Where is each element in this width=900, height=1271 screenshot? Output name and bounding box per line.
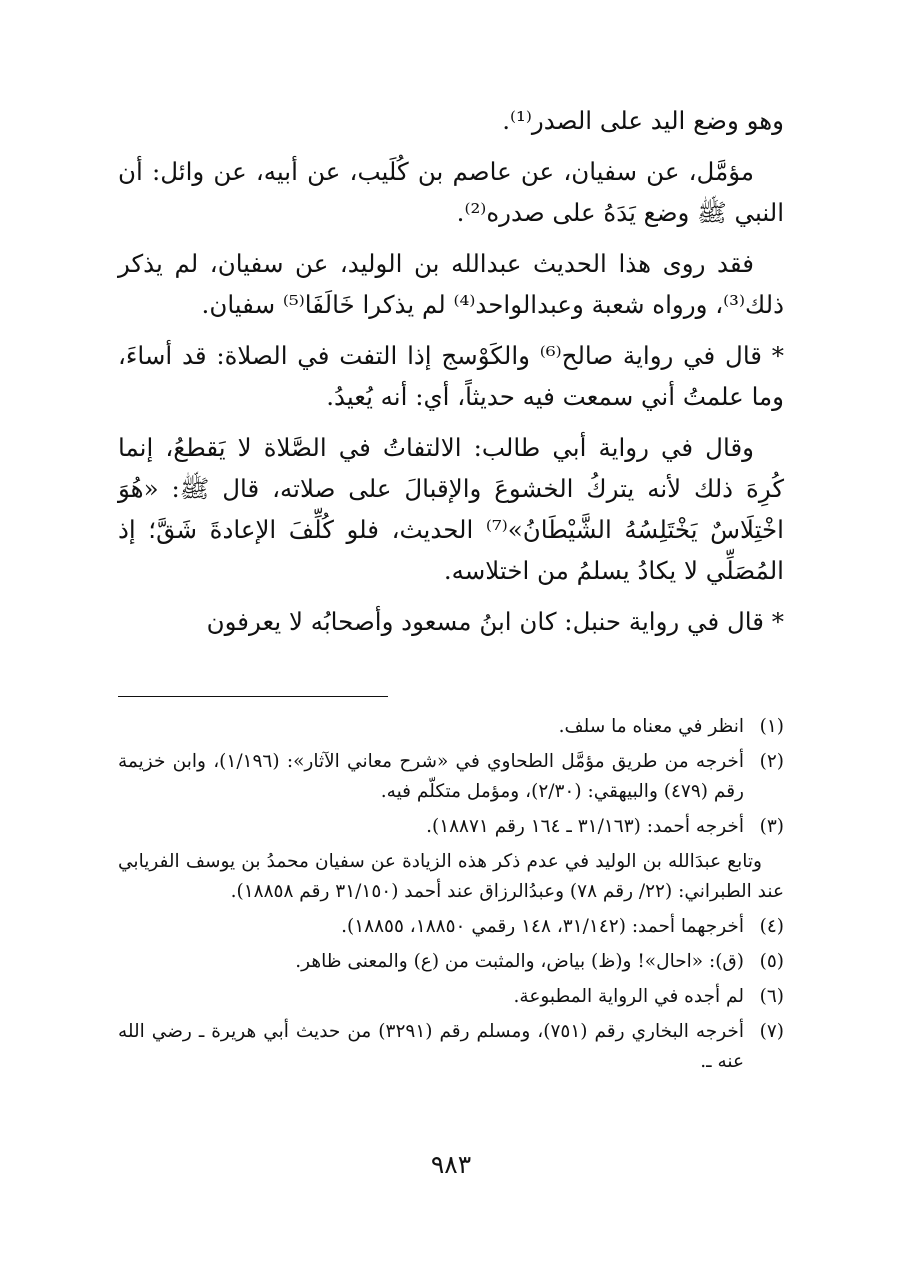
footnote-text: أخرجه البخاري رقم (٧٥١)، ومسلم رقم (٣٢٩١) من حديث أبي هريرة ـ رضي الله عنه ـ. [118, 1021, 744, 1072]
footnote-text: أخرجه أحمد: (٣١/١٦٣ ـ ١٦٤ رقم ١٨٨٧١). [426, 816, 744, 837]
footnote-number: (١) [759, 716, 784, 737]
footnote-text: أخرجه من طريق مؤمَّل الطحاوي في «شرح معاني الآثار»: (١/١٩٦)، وابن خزيمة رقم (٤٧٩) والبيهقي: (٢/٣٠)، ومؤمل متكلّم فيه. [118, 751, 744, 802]
footnote-text: لم أجده في الرواية المطبوعة. [513, 986, 744, 1007]
footnote-number: (٣) [759, 816, 784, 837]
paragraph: وهو وضع اليد على الصدر⁽¹⁾. [502, 106, 784, 135]
main-text [118, 100, 784, 642]
footnote [118, 1017, 784, 1077]
footnote [118, 747, 784, 807]
footnote-number: (٤) [759, 916, 784, 937]
book-page [118, 100, 784, 1200]
paragraph: مؤمَّل، عن سفيان، عن عاصم بن كُلَيب، عن أبيه، عن وائل: أن النبي ﷺ وضع يَدَهُ على صدره⁽²⁾. [118, 157, 784, 227]
footnote-text: (ق): «احال»! و(ظ) بياض، والمثبت من (ع) والمعنى ظاهر. [295, 951, 744, 972]
page-number: ٩٨٣ [430, 1150, 472, 1179]
paragraph: وقال في رواية أبي طالب: الالتفاتُ في الصَّلاة لا يَقطعُ، إنما كُرِهَ ذلك لأنه يتركُ الخشوعَ والإقبالَ على صلاته، قال ﷺ: «هُوَ اخْتِلَاسٌ يَخْتَلِسُهُ الشَّيْطَانُ»⁽⁷⁾ الحديث، فلو كُلِّفَ الإعادةَ شَقَّ؛ إذ المُصَلِّي لا يكادُ يسلمُ من اختلاسه. [118, 433, 784, 585]
footnote [118, 912, 784, 942]
paragraph: * قال في رواية حنبل: كان ابنُ مسعود وأصحابُه لا يعرفون [206, 607, 784, 636]
footnote-continuation: وتابع عبدَالله بن الوليد في عدم ذكر هذه الزيادة عن سفيان محمدُ بن يوسف الفريابي عند الطبراني: (٢٢/ رقم ٧٨) وعبدُالرزاق عند أحمد (٣١/١٥٠ رقم ١٨٨٥٨). [118, 851, 784, 902]
footnote [118, 812, 784, 842]
footnote-text: أخرجهما أحمد: (٣١/١٤٢، ١٤٨ رقمي ١٨٨٥٠، ١٨٨٥٥). [341, 916, 744, 937]
footnote-number: (٦) [759, 986, 784, 1007]
footnote-number: (٧) [759, 1021, 784, 1042]
footnote-number: (٥) [759, 951, 784, 972]
footnote-text: انظر في معناه ما سلف. [558, 716, 744, 737]
footnote [118, 712, 784, 742]
footnote [118, 947, 784, 977]
footnote [118, 982, 784, 1012]
paragraph: * قال في رواية صالح⁽⁶⁾ والكَوْسج إذا التفت في الصلاة: قد أساءَ، وما علمتُ أني سمعت فيه حديثاً، أي: أنه يُعيدُ. [118, 341, 785, 411]
paragraph: فقد روى هذا الحديث عبدالله بن الوليد، عن سفيان، لم يذكر ذلك⁽³⁾، ورواه شعبة وعبدالواحد⁽⁴⁾ لم يذكرا خَالَفَا⁽⁵⁾ سفيان. [118, 249, 784, 319]
footnotes [118, 712, 784, 1082]
footnote-number: (٢) [759, 751, 784, 772]
footnote-separator [118, 696, 388, 697]
